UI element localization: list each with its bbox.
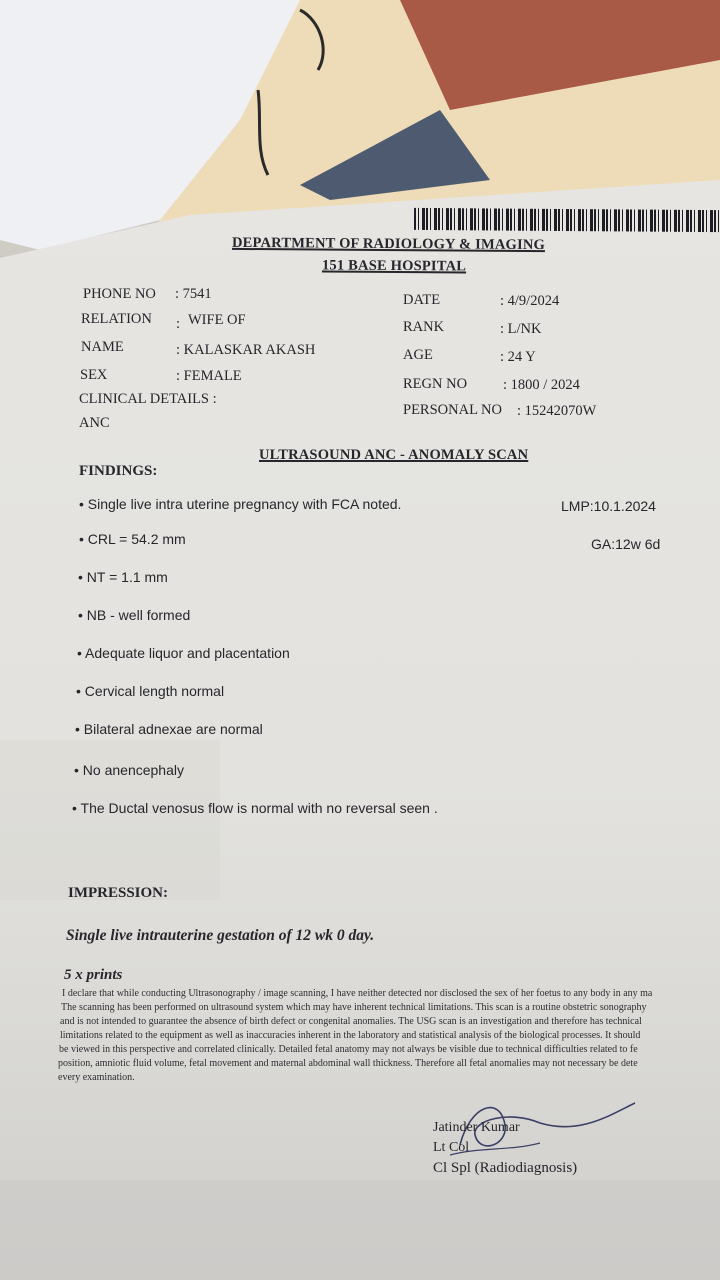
relation-value: WIFE OF (188, 312, 246, 328)
disclaimer-line: limitations related to the equipment as well as inaccuracies inherent in the laboratory and statistical analysis of the biological processes. It should (60, 1030, 641, 1041)
name-label: NAME (81, 339, 124, 355)
regn-value: : 1800 / 2024 (503, 377, 580, 393)
age-label: AGE (403, 347, 433, 363)
signatory-name: Jatinder Kumar (433, 1120, 520, 1135)
list-item: • Bilateral adnexae are normal (75, 721, 263, 737)
signatory-designation: Cl Spl (Radiodiagnosis) (433, 1160, 578, 1176)
relation-label: RELATION (81, 311, 152, 327)
age-value: : 24 Y (500, 349, 536, 365)
findings-heading: FINDINGS: (79, 463, 158, 479)
impression-text: Single live intrauterine gestation of 12 wk 0 day. (66, 927, 375, 944)
sex-value: : FEMALE (176, 368, 242, 384)
clinical-details-label: CLINICAL DETAILS : (79, 391, 217, 407)
lmp-value: LMP:10.1.2024 (561, 498, 656, 514)
disclaimer-line: every examination. (58, 1072, 135, 1083)
disclaimer-line: The scanning has been performed on ultrasound system which may have inherent technical limitations. This scan is a routine obstetric sonography (61, 1002, 647, 1013)
hospital-name: 151 BASE HOSPITAL (321, 257, 467, 275)
finding-text: NT = 1.1 mm (86, 569, 168, 585)
list-item: • Adequate liquor and placentation (77, 645, 290, 661)
phone-label: PHONE NO (83, 286, 156, 302)
relation-colon: : (176, 316, 181, 332)
impression-heading: IMPRESSION: (68, 885, 169, 901)
finding-text: CRL = 54.2 mm (87, 531, 186, 547)
clinical-details-value: ANC (79, 415, 110, 431)
disclaimer-line: be viewed in this perspective and correlated clinically. Detailed fetal anatomy may not always be visible due to technical difficulties related to fe (59, 1044, 638, 1055)
list-item: • Single live intra uterine pregnancy with FCA noted. (79, 496, 402, 512)
finding-text: The Ductal venosus flow is normal with no reversal seen . (80, 800, 438, 816)
phone-value: : 7541 (175, 286, 212, 302)
finding-text: Adequate liquor and placentation (85, 645, 290, 661)
ga-value: GA:12w 6d (591, 536, 661, 552)
department-title: DEPARTMENT OF RADIOLOGY & IMAGING (231, 234, 546, 254)
list-item: • Cervical length normal (76, 683, 225, 699)
disclaimer-line: and is not intended to guarantee the absence of birth defect or congenital anomalies. The USG scan is an investigation and therefore has technical (60, 1016, 642, 1027)
list-item: • NT = 1.1 mm (78, 569, 168, 585)
rank-label: RANK (403, 319, 445, 335)
finding-text: Single live intra uterine pregnancy with FCA noted. (87, 496, 402, 512)
prints-note: 5 x prints (64, 967, 123, 983)
disclaimer-line: position, amniotic fluid volume, fetal movement and maternal abdominal wall thickness. Therefore all fetal anomalies may not necessary be dete (58, 1058, 638, 1069)
regn-label: REGN NO (403, 376, 468, 392)
date-label: DATE (403, 292, 441, 308)
date-value: : 4/9/2024 (500, 293, 560, 309)
finding-text: Bilateral adnexae are normal (83, 721, 263, 737)
personal-no-label: PERSONAL NO (403, 402, 502, 418)
list-item: • CRL = 54.2 mm (79, 531, 186, 547)
name-value: : KALASKAR AKASH (176, 342, 316, 358)
finding-text: No anencephaly (82, 762, 184, 778)
personal-no-value: : 15242070W (517, 403, 597, 419)
report-title: ULTRASOUND ANC - ANOMALY SCAN (259, 447, 529, 463)
signatory-rank: Lt Col (433, 1140, 470, 1155)
disclaimer-line: I declare that while conducting Ultrasonography / image scanning, I have neither detected nor disclosed the sex of her foetus to any body in any ma (62, 988, 653, 999)
barcode (414, 208, 720, 232)
list-item: • The Ductal venosus flow is normal with no reversal seen . (72, 800, 438, 816)
list-item: • No anencephaly (74, 762, 184, 778)
rank-value: : L/NK (500, 321, 542, 337)
list-item: • NB - well formed (78, 607, 191, 623)
finding-text: Cervical length normal (84, 683, 225, 699)
finding-text: NB - well formed (86, 607, 191, 623)
sex-label: SEX (80, 367, 108, 383)
